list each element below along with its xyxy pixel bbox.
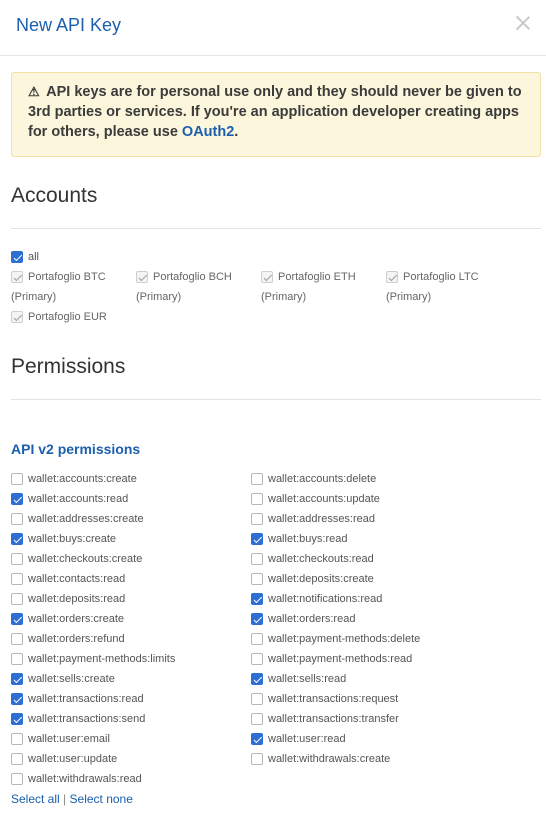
account-item[interactable]: [386, 267, 510, 307]
account-all-checkbox[interactable]: [11, 251, 39, 263]
permission-checkbox[interactable]: [251, 592, 382, 606]
checkbox-icon[interactable]: [11, 733, 23, 745]
checkbox-icon[interactable]: [11, 251, 23, 263]
permission-checkbox[interactable]: [251, 532, 348, 546]
checkbox-icon[interactable]: [11, 673, 23, 685]
permission-checkbox[interactable]: [11, 712, 145, 726]
account-item[interactable]: [261, 267, 385, 307]
permission-label: wallet:accounts:update: [268, 493, 380, 505]
checkbox-icon[interactable]: [11, 713, 23, 725]
permission-checkbox[interactable]: [11, 472, 137, 486]
checkbox-icon[interactable]: [11, 613, 23, 625]
accounts-divider: [11, 228, 541, 229]
permission-checkbox[interactable]: [11, 552, 142, 566]
permission-checkbox[interactable]: [11, 672, 115, 686]
account-name: Portafoglio LTC: [403, 271, 479, 283]
checkbox-icon[interactable]: [251, 753, 263, 765]
checkbox-icon[interactable]: [251, 573, 263, 585]
warning-text: API keys are for personal use only and they should never be given to 3rd parties or services. If you're an application developer creating apps for others, please use: [28, 84, 522, 140]
checkbox-icon[interactable]: [11, 553, 23, 565]
permission-checkbox[interactable]: [251, 492, 380, 506]
permission-checkbox[interactable]: [11, 752, 117, 766]
close-icon[interactable]: [512, 12, 534, 34]
permission-label: wallet:buys:read: [268, 533, 348, 545]
checkbox-icon[interactable]: [11, 533, 23, 545]
account-name: Portafoglio EUR: [28, 311, 107, 323]
permission-label: wallet:transactions:request: [268, 693, 399, 705]
permission-checkbox[interactable]: [11, 652, 175, 666]
permission-label: wallet:orders:create: [28, 613, 124, 625]
permission-label: wallet:transactions:send: [28, 713, 146, 725]
account-sub: (Primary): [136, 291, 182, 303]
permission-label: wallet:user:update: [28, 753, 118, 765]
checkbox-icon[interactable]: [251, 513, 263, 525]
permission-checkbox[interactable]: [251, 732, 346, 746]
checkbox-icon[interactable]: [251, 673, 263, 685]
permission-label: wallet:accounts:create: [28, 473, 137, 485]
checkbox-icon[interactable]: [11, 653, 23, 665]
permission-label: wallet:sells:read: [268, 673, 347, 685]
permission-label: wallet:checkouts:read: [268, 553, 374, 565]
permission-label: wallet:orders:refund: [28, 633, 125, 645]
warning-banner: [11, 72, 541, 157]
permission-checkbox[interactable]: [11, 732, 110, 746]
select-all-link[interactable]: Select all: [11, 792, 60, 806]
account-sub: (Primary): [11, 291, 57, 303]
checkbox-icon: [136, 271, 148, 283]
permission-label: wallet:withdrawals:create: [268, 753, 391, 765]
permission-label: wallet:notifications:read: [268, 593, 383, 605]
permission-label: wallet:deposits:create: [268, 573, 374, 585]
account-all-label: all: [28, 251, 40, 263]
permissions-heading: Permissions: [11, 355, 126, 378]
permission-label: wallet:user:email: [28, 733, 110, 745]
checkbox-icon[interactable]: [251, 713, 263, 725]
permission-checkbox[interactable]: [251, 572, 374, 586]
checkbox-icon[interactable]: [251, 633, 263, 645]
checkbox-icon[interactable]: [251, 553, 263, 565]
permission-checkbox[interactable]: [11, 492, 128, 506]
checkbox-icon[interactable]: [11, 593, 23, 605]
checkbox-icon[interactable]: [11, 773, 23, 785]
permission-label: wallet:payment-methods:limits: [28, 653, 176, 665]
checkbox-icon[interactable]: [11, 513, 23, 525]
permission-checkbox[interactable]: [251, 752, 390, 766]
checkbox-icon: [261, 271, 273, 283]
checkbox-icon[interactable]: [251, 533, 263, 545]
permission-checkbox[interactable]: [11, 512, 144, 526]
checkbox-icon[interactable]: [11, 493, 23, 505]
checkbox-icon[interactable]: [251, 613, 263, 625]
account-item[interactable]: [11, 267, 135, 307]
permission-label: wallet:addresses:create: [28, 513, 144, 525]
permission-label: wallet:payment-methods:read: [268, 653, 413, 665]
dialog-header: [0, 0, 546, 56]
permission-label: wallet:accounts:delete: [268, 473, 377, 485]
checkbox-icon[interactable]: [11, 473, 23, 485]
permission-label: wallet:user:read: [268, 733, 346, 745]
permission-checkbox[interactable]: [251, 632, 420, 646]
checkbox-icon[interactable]: [11, 693, 23, 705]
permission-label: wallet:deposits:read: [28, 593, 126, 605]
warning-triangle-icon: ⚠: [28, 84, 40, 99]
warning-period: .: [234, 124, 239, 140]
checkbox-icon: [386, 271, 398, 283]
checkbox-icon[interactable]: [251, 653, 263, 665]
permission-checkbox[interactable]: [251, 612, 355, 626]
checkbox-icon: [11, 311, 23, 323]
account-sub: (Primary): [261, 291, 307, 303]
checkbox-icon[interactable]: [11, 753, 23, 765]
permissions-divider: [11, 399, 541, 400]
permission-label: wallet:withdrawals:read: [28, 773, 142, 785]
permission-checkbox[interactable]: [11, 692, 144, 706]
permission-checkbox[interactable]: [251, 552, 374, 566]
dialog-title: New API Key: [16, 15, 122, 35]
selection-links: [11, 792, 133, 806]
checkbox-icon[interactable]: [11, 633, 23, 645]
permission-checkbox[interactable]: [11, 592, 125, 606]
permission-label: wallet:orders:read: [268, 613, 356, 625]
permission-checkbox[interactable]: [251, 672, 346, 686]
account-sub: (Primary): [386, 291, 432, 303]
permission-checkbox[interactable]: [11, 772, 142, 786]
permission-label: wallet:transactions:transfer: [268, 713, 399, 725]
account-name: Portafoglio BTC: [28, 271, 106, 283]
permission-checkbox[interactable]: [251, 712, 399, 726]
permission-label: wallet:checkouts:create: [28, 553, 143, 565]
permission-label: wallet:addresses:read: [268, 513, 376, 525]
permission-checkbox[interactable]: [11, 632, 125, 646]
api-v2-permissions-heading: API v2 permissions: [11, 441, 141, 457]
permission-label: wallet:transactions:read: [28, 693, 144, 705]
permission-label: wallet:payment-methods:delete: [268, 633, 421, 645]
accounts-heading: Accounts: [11, 184, 98, 207]
permission-label: wallet:contacts:read: [28, 573, 126, 585]
account-item[interactable]: [136, 267, 260, 307]
permission-checkbox[interactable]: [11, 612, 124, 626]
account-name: Portafoglio ETH: [278, 271, 356, 283]
checkbox-icon[interactable]: [251, 473, 263, 485]
permission-checkbox[interactable]: [251, 652, 412, 666]
checkbox-icon[interactable]: [251, 493, 263, 505]
link-separator: |: [63, 792, 67, 806]
checkbox-icon: [11, 271, 23, 283]
permission-label: wallet:sells:create: [28, 673, 115, 685]
account-name: Portafoglio BCH: [153, 271, 232, 283]
permission-checkbox[interactable]: [251, 512, 375, 526]
permission-label: wallet:accounts:read: [28, 493, 129, 505]
checkbox-icon[interactable]: [251, 593, 263, 605]
checkbox-icon[interactable]: [251, 733, 263, 745]
permission-checkbox[interactable]: [11, 532, 116, 546]
permission-checkbox[interactable]: [11, 572, 125, 586]
permission-label: wallet:buys:create: [28, 533, 117, 545]
checkbox-icon[interactable]: [251, 693, 263, 705]
permission-checkbox[interactable]: [251, 472, 376, 486]
permission-checkbox[interactable]: [251, 692, 398, 706]
account-item[interactable]: [11, 307, 135, 327]
checkbox-icon[interactable]: [11, 573, 23, 585]
select-none-link[interactable]: Select none: [69, 792, 133, 806]
oauth2-link[interactable]: OAuth2: [181, 124, 235, 140]
